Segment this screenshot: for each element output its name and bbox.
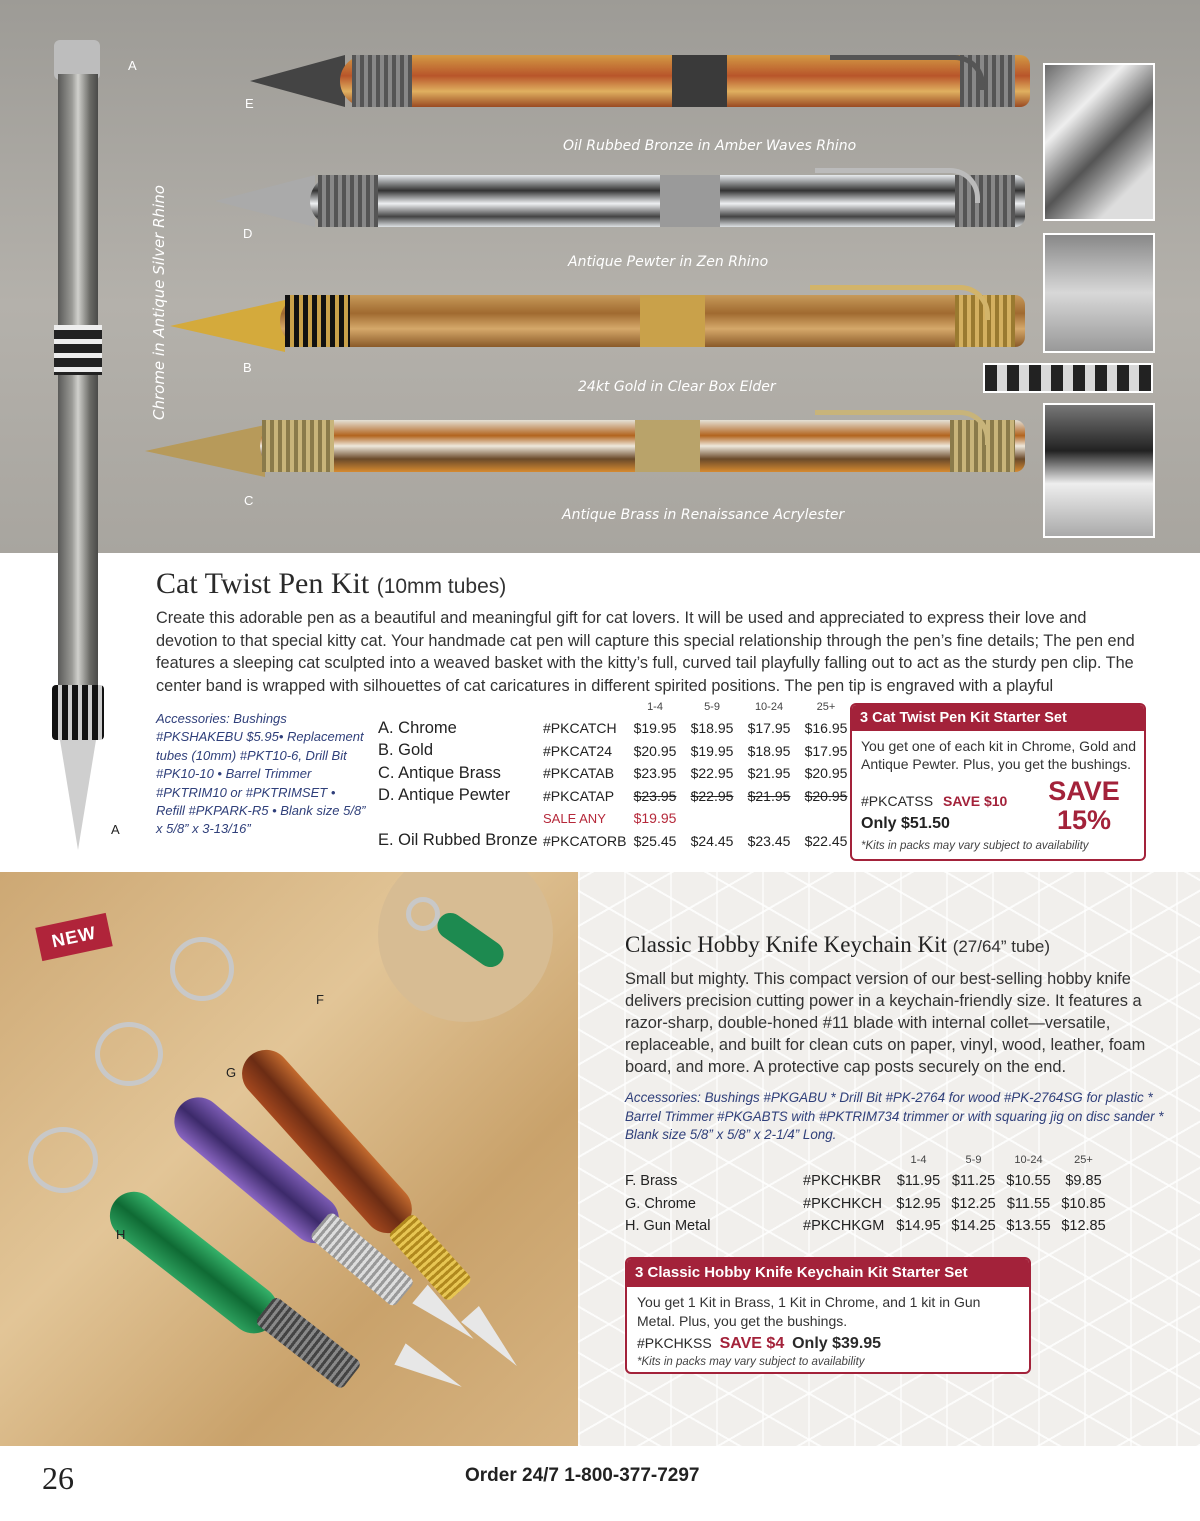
table-row: [625, 1170, 1111, 1193]
cat-kit-title: [156, 567, 506, 601]
price: $11.95: [896, 1173, 941, 1190]
letter-a-top: A: [128, 58, 137, 73]
caption-pen-b: 24kt Gold in Clear Box Elder: [578, 379, 776, 395]
knife-photo: [0, 872, 578, 1446]
item-name: H. Gun Metal: [625, 1218, 711, 1235]
knife-starter-set-heading: 3 Classic Hobby Knife Keychain Kit Starter Set: [627, 1259, 1029, 1287]
struck-price: $23.95: [633, 787, 677, 804]
qty-header: 5-9: [704, 701, 720, 713]
cat-kit-subtitle: (10mm tubes): [376, 575, 507, 598]
detail-thumb-cat-silhouettes: [983, 363, 1153, 393]
price: $14.25: [951, 1218, 996, 1235]
knife-inset-circle: [378, 872, 553, 1022]
knife-kit-title-text: Classic Hobby Knife Keychain Kit: [625, 932, 947, 957]
qty-header: 5-9: [965, 1154, 982, 1166]
cat-kit-accessories: Accessories: Bushings #PKSHAKEBU $5.95• Replacement tubes (10mm) #PKT10-6, Drill Bit #PK10-10 • Barrel Trimmer #PKTRIM10 or #PKTRIMSET • Refill #PKPARK-R5 • Blank size 5/8” x 5/8” x 3-13/16”: [156, 711, 366, 837]
qty-header: 10-24: [1014, 1154, 1043, 1166]
qty-header: 25+: [1074, 1154, 1093, 1166]
price: $18.95: [747, 742, 791, 759]
item-name: B. Gold: [378, 741, 434, 760]
new-badge: [35, 913, 112, 961]
item-name: E. Oil Rubbed Bronze: [378, 831, 538, 850]
save-badge-line1: SAVE: [1048, 776, 1120, 806]
price: $12.95: [896, 1195, 941, 1212]
table-row: [378, 717, 855, 740]
price: $14.95: [896, 1218, 941, 1235]
qty-header: 1-4: [910, 1154, 927, 1166]
cat-starter-set-body: You get one of each kit in Chrome, Gold and Antique Pewter. Plus, you get the bushings.: [861, 738, 1136, 772]
pen-photo: [0, 0, 1200, 553]
item-sku: #PKCATORB: [543, 832, 627, 849]
item-name: [378, 807, 543, 830]
qty-header: 1-4: [647, 701, 663, 713]
knife-starter-set-body: You get 1 Kit in Brass, 1 Kit in Chrome, and 1 kit in Gun Metal. Plus, you get the bushings.: [637, 1294, 981, 1329]
letter-e: E: [245, 96, 254, 111]
cat-kit-description: Create this adorable pen as a beautiful and meaningful gift for cat lovers. It will be used and appreciated to express their love and devotion to that special kitty cat. Your handmade cat pen will capture this special relationship through the pen’s fine details; The pen end features a sleeping cat sculpted into a weaved basket with the kitty’s full, curved tail playfully falling out to act as the sturdy pen clip. The center band is wrapped with silhouettes of cat caricatures in different spirited positions. The pen tip is engraved with a playful: [156, 609, 1135, 695]
table-row: [625, 1193, 1111, 1216]
caption-pen-c: Antique Brass in Renaissance Acrylester: [562, 507, 845, 523]
qty-header: 10-24: [754, 701, 784, 713]
price: $9.85: [1065, 1173, 1102, 1190]
order-phone-line: Order 24/7 1-800-377-7297: [465, 1465, 700, 1486]
price: $16.95: [804, 720, 848, 737]
item-sku: #PKCHKGM: [803, 1218, 885, 1235]
item-name: D. Antique Pewter: [378, 786, 511, 805]
table-row-sale: [378, 807, 855, 830]
letter-g: G: [226, 1065, 237, 1080]
price: $12.85: [1061, 1218, 1106, 1235]
price: $12.25: [951, 1195, 996, 1212]
price: $25.45: [633, 832, 677, 849]
letter-h: H: [116, 1227, 126, 1242]
cat-starter-set-note: *Kits in packs may vary subject to availability: [861, 840, 1089, 852]
price: $23.95: [633, 765, 677, 782]
price: $22.45: [804, 832, 848, 849]
knife-kit-title: [625, 932, 1050, 958]
knife-starter-set-save: SAVE $4: [719, 1335, 785, 1352]
letter-c: C: [244, 493, 254, 508]
price: $24.45: [690, 832, 734, 849]
sale-label: SALE ANY: [543, 810, 606, 826]
table-row: [378, 785, 855, 808]
letter-a-bottom: A: [111, 822, 120, 837]
price: $10.55: [1006, 1173, 1051, 1190]
new-badge-text: NEW: [49, 922, 99, 952]
letter-f: F: [316, 992, 324, 1007]
item-sku: #PKCATAB: [543, 765, 615, 782]
cat-starter-set-save: SAVE $10: [943, 793, 1008, 809]
qty-header-row: [625, 1150, 1111, 1170]
price: $19.95: [633, 720, 677, 737]
item-name: F. Brass: [625, 1173, 678, 1190]
struck-price: $20.95: [804, 787, 848, 804]
table-row: [378, 830, 855, 853]
table-row: [378, 740, 855, 763]
cat-starter-set-heading: 3 Cat Twist Pen Kit Starter Set: [852, 705, 1144, 731]
table-row: [378, 762, 855, 785]
caption-pen-d: Antique Pewter in Zen Rhino: [568, 254, 769, 270]
price: $11.55: [1006, 1195, 1051, 1212]
pen-a-vertical-image: [48, 40, 106, 840]
price: $17.95: [804, 742, 848, 759]
cat-starter-set-price: Only $51.50: [861, 815, 950, 832]
item-sku: #PKCATAP: [543, 787, 615, 804]
knife-kit-description: Small but mighty. This compact version of our best-selling hobby knife delivers precision cutting power in a keychain-friendly size. It features a razor-sharp, double-honed #11 blade with internal collet—versatile, replaceable, and built for clean cuts on paper, vinyl, wood, leather, foam board, and more. A protective cap posts securely on the end.: [625, 970, 1146, 1076]
cat-starter-set-sku: #PKCATSS: [861, 793, 934, 809]
cat-starter-set-sku-line: [861, 793, 1007, 809]
sale-price: $19.95: [633, 810, 677, 827]
letter-b: B: [243, 360, 252, 375]
item-sku: #PKCATCH: [543, 720, 617, 737]
price: $20.95: [633, 742, 677, 759]
item-name: G. Chrome: [625, 1195, 696, 1212]
price: $21.95: [747, 765, 791, 782]
cat-kit-title-text: Cat Twist Pen Kit: [156, 567, 370, 600]
price: $19.95: [690, 742, 734, 759]
price: $18.95: [690, 720, 734, 737]
price: $10.85: [1061, 1195, 1106, 1212]
save-percent-badge: [1044, 777, 1124, 835]
item-sku: #PKCHKCH: [803, 1195, 882, 1212]
cat-starter-set-box: [850, 703, 1146, 861]
price: $23.45: [747, 832, 791, 849]
item-sku: #PKCAT24: [543, 742, 612, 759]
item-name: A. Chrome: [378, 718, 457, 737]
page-number: 26: [42, 1460, 74, 1496]
knife-starter-set-box: [625, 1257, 1031, 1374]
caption-pen-e: Oil Rubbed Bronze in Amber Waves Rhino: [563, 138, 857, 154]
price: $20.95: [804, 765, 848, 782]
detail-thumb-cat-end: [1043, 63, 1155, 221]
price: $17.95: [747, 720, 791, 737]
knife-kit-price-table: [625, 1150, 1111, 1238]
struck-price: $22.95: [690, 787, 734, 804]
qty-header: 25+: [816, 701, 836, 713]
item-sku: #PKCHKBR: [803, 1173, 882, 1190]
letter-d: D: [243, 226, 253, 241]
save-badge-line2: 15%: [1056, 805, 1112, 835]
detail-thumb-paw-band: [1043, 403, 1155, 538]
knife-starter-set-note: *Kits in packs may vary subject to availability: [637, 1356, 865, 1368]
item-name: C. Antique Brass: [378, 763, 501, 782]
struck-price: $21.95: [747, 787, 791, 804]
qty-header-row: [378, 697, 855, 717]
cat-kit-price-table: [378, 697, 855, 852]
knife-kit-subtitle: (27/64” tube): [952, 937, 1051, 956]
price: $11.25: [951, 1173, 996, 1190]
knife-starter-set-sku: #PKCHKSS: [637, 1335, 712, 1351]
price: $13.55: [1006, 1218, 1051, 1235]
price: $22.95: [690, 765, 734, 782]
caption-vertical-pen: Chrome in Antique Silver Rhino: [150, 185, 168, 420]
knife-starter-set-sku-line: [637, 1335, 881, 1353]
table-row: [625, 1215, 1111, 1238]
detail-thumb-center-band: [1043, 233, 1155, 353]
knife-kit-accessories: Accessories: Bushings #PKGABU * Drill Bit #PK-2764 for wood #PK-2764SG for plastic * Barrel Trimmer #PKGABTS with #PKTRIM734 trimmer or with squaring jig on disc sander * Blank size 5/8” x 5/8” x 2-1/4” Long.: [625, 1090, 1164, 1142]
knife-starter-set-price: Only $39.95: [792, 1335, 882, 1352]
